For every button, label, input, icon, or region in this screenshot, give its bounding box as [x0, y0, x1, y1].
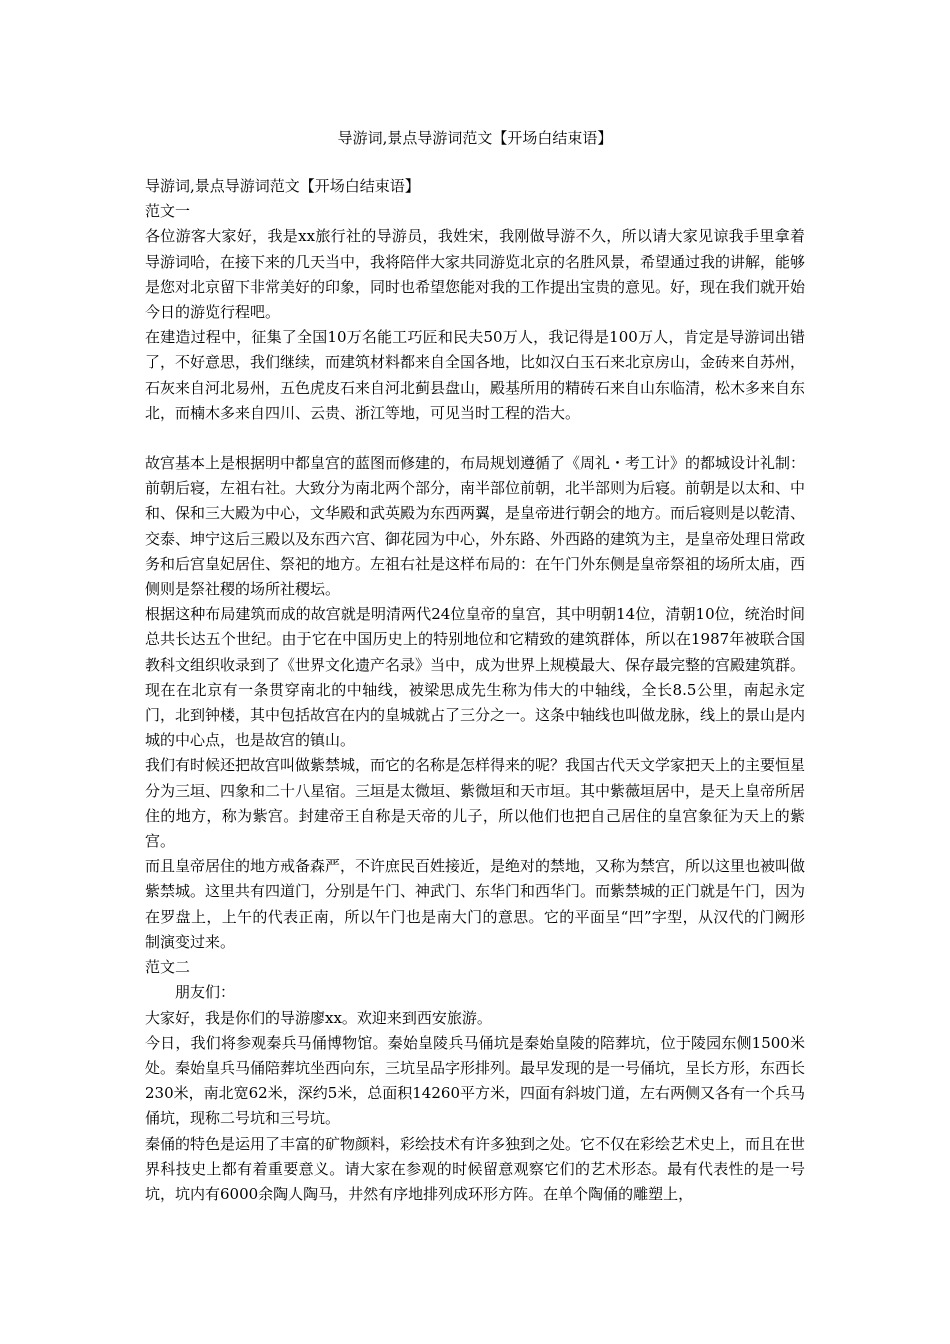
- paragraph: 今日，我们将参观秦兵马俑博物馆。秦始皇陵兵马俑坑是秦始皇陵的陪葬坑，位于陵园东侧1500米处。秦始皇兵马俑陪葬坑坐西向东，三坑呈品字形排列。最早发现的是一号俑坑，呈长方形，东西长230米，南北宽62米，深约5米，总面积14260平方米，四面有斜坡门道，左右两侧又各有一个兵马俑坑，现称二号坑和三号坑。: [145, 1033, 806, 1128]
- paragraph: 大家好，我是你们的导游廖xx。欢迎来到西安旅游。: [145, 1008, 492, 1027]
- document-body: [145, 174, 805, 1207]
- document-title: 导游词,景点导游词范文【开场白结束语】: [337, 129, 613, 147]
- paragraph: 我们有时候还把故宫叫做紫禁城，而它的名称是怎样得来的呢？我国古代天文学家把天上的主要恒星分为三垣、四象和二十八星宿。三垣是太微垣、紫微垣和天市垣。其中紫薇垣居中，是天上皇帝所居住的地方，称为紫宫。封建帝王自称是天帝的儿子，所以他们也把自己居住的皇宫象征为天上的紫宫。: [145, 756, 806, 851]
- paragraph: 在建造过程中，征集了全国10万名能工巧匠和民夫50万人，我记得是100万人，肯定是导游词出错了，不好意思，我们继续，而建筑材料都来自全国各地，比如汉白玉石来北京房山，金砖来自苏州，石灰来自河北易州，五色虎皮石来自河北蓟县盘山，殿基所用的精砖石来自山东临清，松木多来自东北，而楠木多来自四川、云贵、浙江等地，可见当时工程的浩大。: [145, 328, 806, 422]
- section-label-2: 范文二: [145, 958, 191, 977]
- heading-line: 导游词,景点导游词范文【开场白结束语】: [145, 177, 420, 195]
- greeting-line: 朋友们：: [175, 983, 236, 1002]
- paragraph: 而且皇帝居住的地方戒备森严，不许庶民百姓接近，是绝对的禁地，又称为禁宫，所以这里也被叫做紫禁城。这里共有四道门，分别是午门、神武门、东华门和西华门。而紫禁城的正门就是午门，因为在罗盘上，上午的代表正南，所以午门也是南大门的意思。它的平面呈“凹”字型，从汉代的门阙形制演变过来。: [145, 857, 806, 951]
- section-label-1: 范文一: [145, 202, 191, 221]
- paragraph: 各位游客大家好，我是xx旅行社的导游员，我姓宋，我刚做导游不久，所以请大家见谅我手里拿着导游词哈，在接下来的几天当中，我将陪伴大家共同游览北京的名胜风景，希望通过我的讲解，能够是您对北京留下非常美好的印象，同时也希望您能对我的工作提出宝贵的意见。好，现在我们就开始今日的游览行程吧。: [145, 227, 806, 322]
- blank-line: [145, 426, 805, 451]
- paragraph: 故宫基本上是根据明中都皇宫的蓝图而修建的，布局规划遵循了《周礼・考工计》的都城设计礼制：前朝后寝，左祖右社。大致分为南北两个部分，南半部位前朝，北半部则为后寝。前朝是以太和、中和、保和三大殿为中心，文华殿和武英殿为东西两翼，是皇帝进行朝会的地方。而后寝则是以乾清、交泰、坤宁这后三殿以及东西六宫、御花园为中心，外东路、外西路的建筑为主，是皇帝处理日常政务和后宫皇妃居住、祭祀的地方。左祖右社是这样布局的：在午门外东侧是皇帝祭祖的场所太庙，西侧则是祭社稷的场所社稷坛。: [145, 454, 806, 599]
- paragraph: 根据这种布局建筑而成的故宫就是明清两代24位皇帝的皇宫，其中明朝14位，清朝10位，统治时间总共长达五个世纪。由于它在中国历史上的特别地位和它精致的建筑群体，所以在1987年被联合国教科文组织收录到了《世界文化遗产名录》当中，成为世界上规模最大、保存最完整的宫殿建筑群。: [145, 605, 806, 674]
- paragraph: 现在在北京有一条贯穿南北的中轴线，被梁思成先生称为伟大的中轴线，全长8.5公里，南起永定门，北到钟楼，其中包括故宫在内的皇城就占了三分之一。这条中轴线也叫做龙脉，线上的景山是内城的中心点，也是故宫的镇山。: [145, 680, 806, 750]
- paragraph: 秦俑的特色是运用了丰富的矿物颜料，彩绘技术有许多独到之处。它不仅在彩绘艺术史上，而且在世界科技史上都有着重要意义。请大家在参观的时候留意观察它们的艺术形态。最有代表性的是一号坑，坑内有6000余陶人陶马，井然有序地排列成环形方阵。在单个陶俑的雕塑上，: [145, 1134, 806, 1203]
